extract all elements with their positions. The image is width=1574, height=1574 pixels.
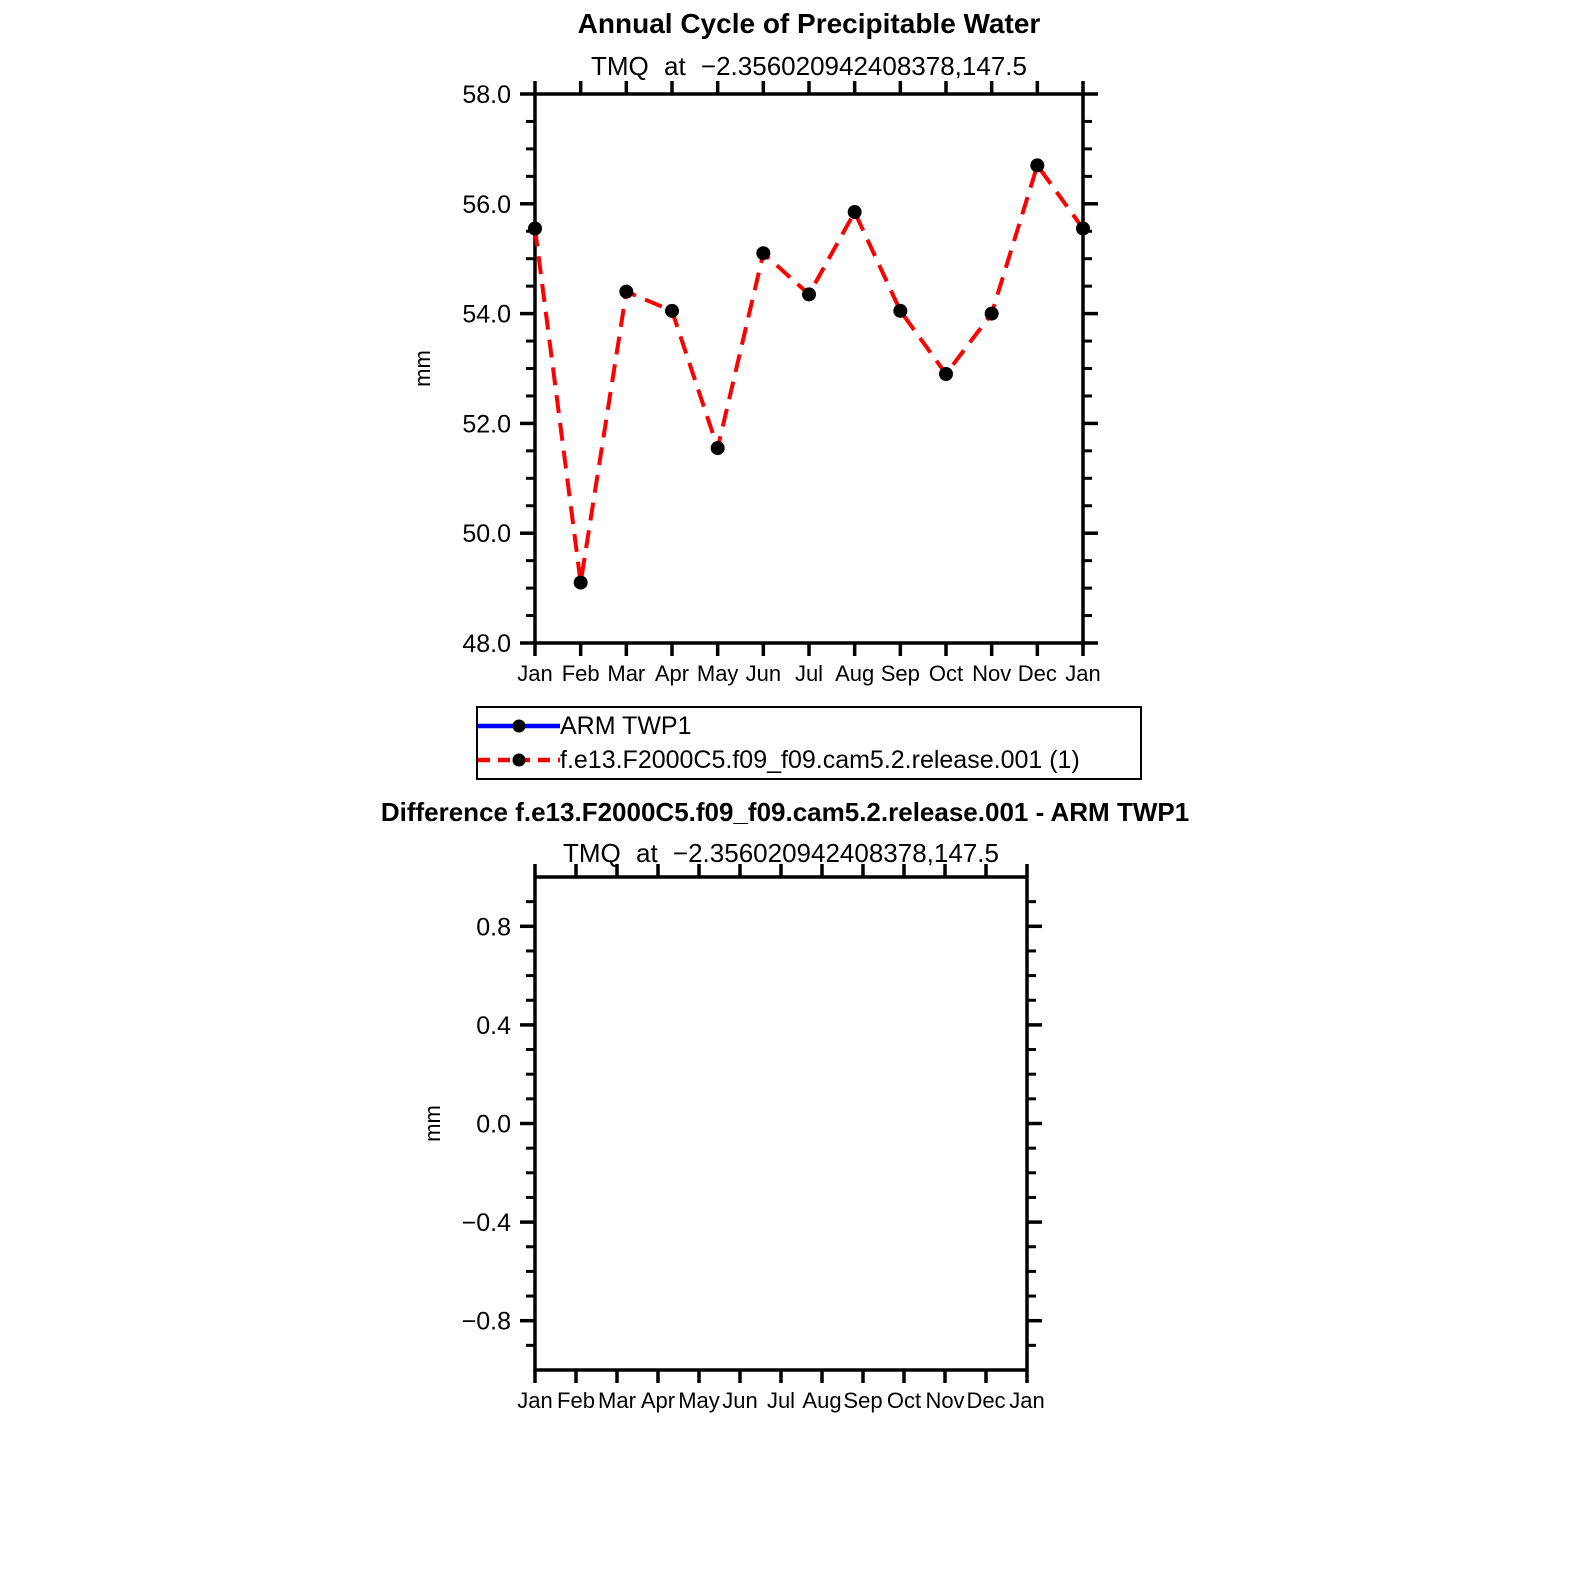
- y-tick-label: 0.4: [476, 1011, 511, 1040]
- x-tick-label: Aug: [802, 1388, 842, 1413]
- data-point-marker: [893, 304, 907, 318]
- data-point-marker: [802, 287, 816, 301]
- x-tick-label: Feb: [557, 1388, 595, 1413]
- x-tick-label: Jun: [722, 1388, 758, 1413]
- x-tick-label: Mar: [598, 1388, 636, 1413]
- legend-item: [478, 744, 1140, 776]
- annual-cycle-plot: [410, 81, 1101, 686]
- data-point-marker: [528, 222, 542, 236]
- data-point-marker: [939, 367, 953, 381]
- legend: [476, 706, 1142, 780]
- legend-marker-icon: [513, 720, 526, 733]
- y-tick-label: 56.0: [462, 190, 511, 219]
- data-line: [535, 165, 1083, 582]
- data-point-marker: [756, 246, 770, 260]
- x-tick-label: Jun: [745, 661, 782, 686]
- x-tick-label: Mar: [607, 661, 646, 686]
- annual-cycle-title: Annual Cycle of Precipitable Water: [577, 8, 1041, 39]
- y-tick-label: 0.8: [476, 913, 511, 942]
- data-point-marker: [848, 205, 862, 219]
- y-tick-label: 0.0: [476, 1110, 511, 1139]
- x-tick-label: Apr: [654, 661, 690, 686]
- x-tick-label: Jan: [1009, 1388, 1045, 1413]
- x-tick-label: May: [678, 1388, 720, 1413]
- x-tick-label: Aug: [835, 661, 875, 686]
- data-point-marker: [711, 441, 725, 455]
- legend-label-model: f.e13.F2000C5.f09_f09.cam5.2.release.001 (1): [560, 746, 1080, 774]
- legend-line-sample-solid: [478, 716, 560, 736]
- difference-subtitle: TMQ at −2.356020942408378,147.5: [563, 838, 999, 868]
- y-tick-label: 48.0: [462, 630, 511, 658]
- legend-item: [478, 710, 1140, 742]
- data-point-marker: [1030, 158, 1044, 172]
- y-tick-label: 54.0: [462, 300, 511, 329]
- plot-box: [535, 877, 1027, 1370]
- legend-line-sample-dashed: [478, 750, 560, 770]
- x-tick-label: Jul: [766, 1388, 796, 1413]
- y-tick-label: 52.0: [462, 410, 511, 439]
- legend-label-obs: ARM TWP1: [560, 712, 692, 740]
- annual-cycle-subtitle: TMQ at −2.356020942408378,147.5: [591, 51, 1027, 81]
- x-tick-label: Nov: [925, 1388, 965, 1413]
- difference-title: Difference f.e13.F2000C5.f09_f09.cam5.2.release.001 - ARM TWP1: [380, 797, 1190, 827]
- x-tick-label: Dec: [1017, 661, 1057, 686]
- data-point-marker: [619, 285, 633, 299]
- x-tick-label: Feb: [561, 661, 600, 686]
- x-tick-label: Sep: [880, 661, 920, 686]
- x-tick-label: Jan: [517, 1388, 553, 1413]
- x-tick-label: Jan: [517, 661, 553, 686]
- x-tick-label: Jul: [794, 661, 824, 686]
- y-axis-label: mm: [410, 350, 435, 387]
- y-axis-label: mm: [420, 1105, 445, 1142]
- data-point-marker: [574, 576, 588, 590]
- y-tick-label: −0.4: [461, 1209, 511, 1238]
- y-tick-label: −0.8: [461, 1307, 511, 1336]
- x-tick-label: Nov: [972, 661, 1012, 686]
- x-tick-label: Oct: [886, 1388, 922, 1413]
- y-tick-label: 50.0: [462, 520, 511, 549]
- data-point-marker: [1076, 222, 1090, 236]
- plot-box: [535, 94, 1083, 643]
- data-point-marker: [985, 307, 999, 321]
- x-tick-label: Apr: [640, 1388, 676, 1413]
- legend-marker-icon: [513, 754, 526, 767]
- y-tick-label: 58.0: [462, 81, 511, 109]
- x-tick-label: Oct: [928, 661, 964, 686]
- x-tick-label: Dec: [966, 1388, 1006, 1413]
- difference-plot: [420, 864, 1045, 1413]
- x-tick-label: May: [696, 661, 739, 686]
- data-point-marker: [665, 304, 679, 318]
- x-tick-label: Jan: [1065, 661, 1101, 686]
- x-tick-label: Sep: [843, 1388, 883, 1413]
